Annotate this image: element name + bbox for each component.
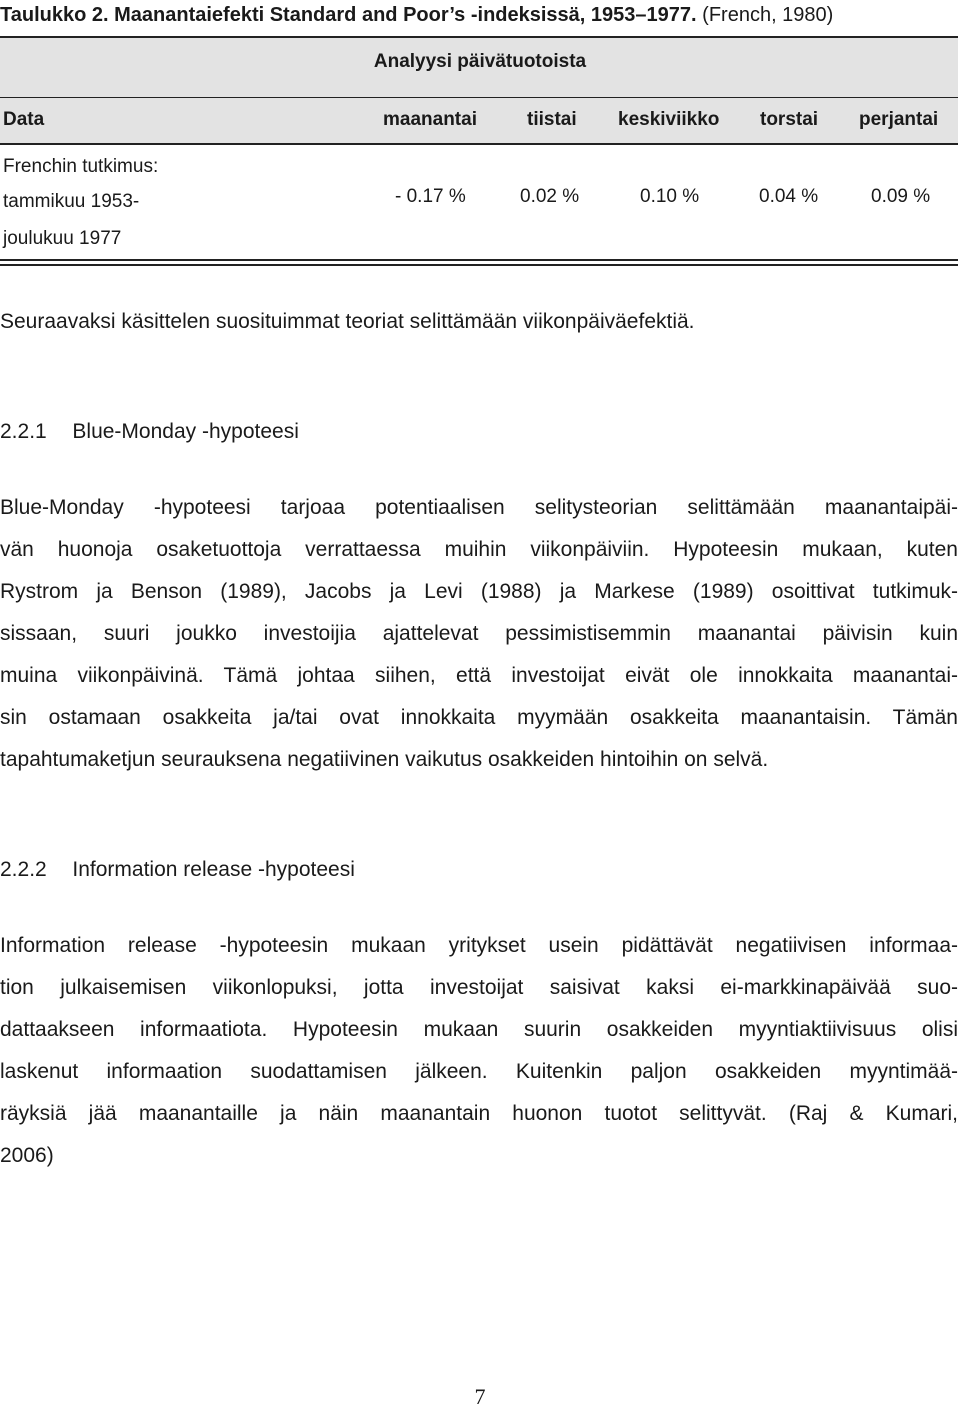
row-label-line-1: Frenchin tutkimus: — [3, 156, 159, 177]
table-bottom-rule-1 — [0, 259, 958, 261]
row-label-line-3: joulukuu 1977 — [3, 228, 122, 249]
paragraph-line: dattaakseen informaatiota. Hypoteesin mukaan suurin osakkeiden myyntiaktiivisuus olisi — [0, 1018, 958, 1041]
section-number: 2.2.2 — [0, 858, 47, 881]
column-header-friday: perjantai — [859, 109, 939, 130]
paragraph-line: tion julkaisemisen viikonlopuksi, jotta investoijat saisivat kaksi ei-markkinapäivää suo- — [0, 976, 958, 999]
section-heading-blue-monday — [0, 411, 299, 453]
section-title: Information release -hypoteesi — [72, 858, 355, 881]
value-wednesday: 0.10 % — [640, 186, 700, 207]
column-header-data: Data — [3, 109, 45, 130]
paragraph-line: Blue-Monday -hypoteesi tarjoaa potentiaalisen selitysteorian selittämään maanantaipäi- — [0, 496, 958, 519]
column-header-tuesday: tiistai — [527, 109, 577, 130]
paragraph-line: Rystrom ja Benson (1989), Jacobs ja Levi (1988) ja Markese (1989) osoittivat tutkimuk- — [0, 580, 958, 603]
paragraph-line: sin ostamaan osakkeita ja/tai ovat innokkaita myymään osakkeita maanantaisin. Tämän — [0, 706, 958, 729]
page-number: 7 — [474, 1384, 486, 1409]
section-title: Blue-Monday -hypoteesi — [72, 420, 299, 443]
paragraph-line: 2006) — [0, 1144, 54, 1167]
value-tuesday: 0.02 % — [520, 186, 580, 207]
paragraph-line: laskenut informaation suodattamisen jälkeen. Kuitenkin paljon osakkeiden myyntimää- — [0, 1060, 958, 1083]
paragraph-information-release — [0, 925, 958, 1185]
table-bottom-rule-2 — [0, 264, 958, 266]
paragraph-line: vän huonoja osaketuottoja verrattaessa muihin viikonpäiviin. Hypoteesin mukaan, kuten — [0, 538, 958, 561]
table-caption — [0, 0, 960, 30]
value-monday: - 0.17 % — [395, 186, 466, 207]
paragraph-line: räyksiä jää maanantaille ja näin maanantain huonon tuotot selittyvät. (Raj & Kumari, — [0, 1102, 958, 1125]
table-title-rule — [0, 97, 958, 98]
row-label-line-2: tammikuu 1953- — [3, 191, 140, 212]
caption-title: Maanantaiefekti Standard and Poor’s -indeksissä, 1953–1977. — [114, 4, 697, 26]
column-header-thursday: torstai — [760, 109, 819, 130]
section-heading-information-release — [0, 849, 355, 891]
value-thursday: 0.04 % — [759, 186, 819, 207]
table-top-rule — [0, 36, 958, 38]
paragraph-line: sissaan, suuri joukko investoijia ajattelevat pessimistisemmin maanantai päivisin kuin — [0, 622, 958, 645]
table-title: Analyysi päivätuotoista — [373, 51, 587, 72]
caption-source: (French, 1980) — [702, 4, 834, 26]
paragraph-line: muina viikonpäivinä. Tämä johtaa siihen, että investoijat eivät ole innokkaita maanantai- — [0, 664, 958, 687]
section-number: 2.2.1 — [0, 420, 47, 443]
paragraph-line: tapahtumaketjun seurauksena negatiivinen vaikutus osakkeiden hintoihin on selvä. — [0, 748, 769, 771]
caption-label: Taulukko 2. — [0, 4, 109, 26]
column-header-wednesday: keskiviikko — [618, 109, 720, 130]
table-header-rule — [0, 143, 958, 145]
column-header-monday: maanantai — [383, 109, 477, 130]
paragraph-line: Information release -hypoteesin mukaan yritykset usein pidättävät negatiivisen informaa- — [0, 934, 958, 957]
intro-paragraph: Seuraavaksi käsittelen suosituimmat teoriat selittämään viikonpäiväefektiä. — [0, 310, 695, 333]
paragraph-blue-monday — [0, 487, 958, 787]
value-friday: 0.09 % — [871, 186, 931, 207]
